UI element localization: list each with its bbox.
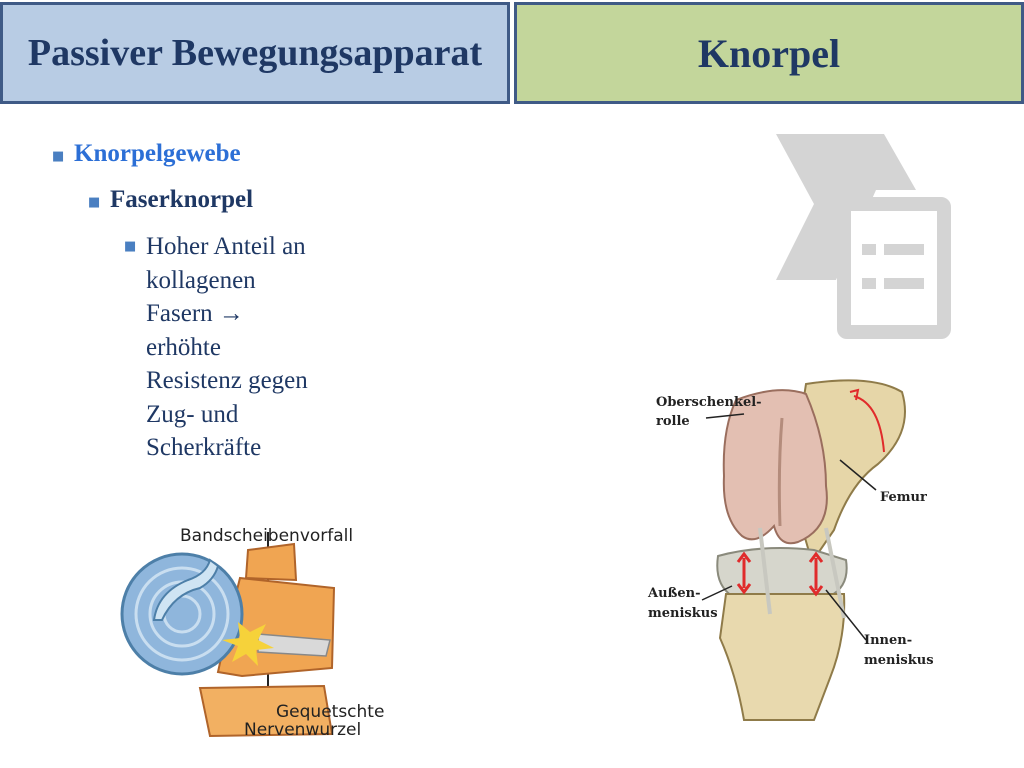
knee-label-innen-1: Innen- xyxy=(864,633,913,648)
bullet-marker-icon: ■ xyxy=(52,149,65,164)
knee-label-aussen-2: meniskus xyxy=(648,606,718,621)
bullet-list xyxy=(52,140,352,522)
knee-label-oberschenkel-2: rolle xyxy=(656,414,690,429)
knee-label-aussen-1: Außen- xyxy=(648,586,701,601)
section-title-box xyxy=(0,2,510,104)
spine-label-top: Bandscheibenvorfall xyxy=(180,526,354,546)
bullet-level-1 xyxy=(52,140,241,168)
bullet-level-1-text: Knorpelgewebe xyxy=(74,140,241,167)
knee-joint-figure xyxy=(640,378,940,723)
bullet-level-2-text: Faserknorpel xyxy=(110,186,254,213)
knee-label-innen-2: meniskus xyxy=(864,653,934,668)
bullet-level-2 xyxy=(88,186,253,214)
bullet-marker-icon: ■ xyxy=(88,195,101,210)
section-title: Passiver Bewegungsapparat xyxy=(27,32,483,74)
bullet-level-3 xyxy=(124,230,311,465)
topic-title: Knorpel xyxy=(697,30,841,76)
knee-label-femur: Femur xyxy=(880,490,927,505)
spine-label-bottom-1: Gequetschte xyxy=(276,702,385,722)
knee-label-oberschenkel-1: Oberschenkel- xyxy=(656,395,762,410)
bullet-marker-icon: ■ xyxy=(124,239,137,254)
bullet-level-3-text: Hoher Anteil an kollagenen Fasern → erhöhte Resistenz gegen Zug- und Scherkräfte xyxy=(146,233,308,461)
spine-label-bottom-2: Nervenwurzel xyxy=(244,720,362,740)
layout-placeholder-icon xyxy=(776,132,956,342)
topic-title-box xyxy=(514,2,1024,104)
herniated-disc-figure xyxy=(118,522,385,742)
